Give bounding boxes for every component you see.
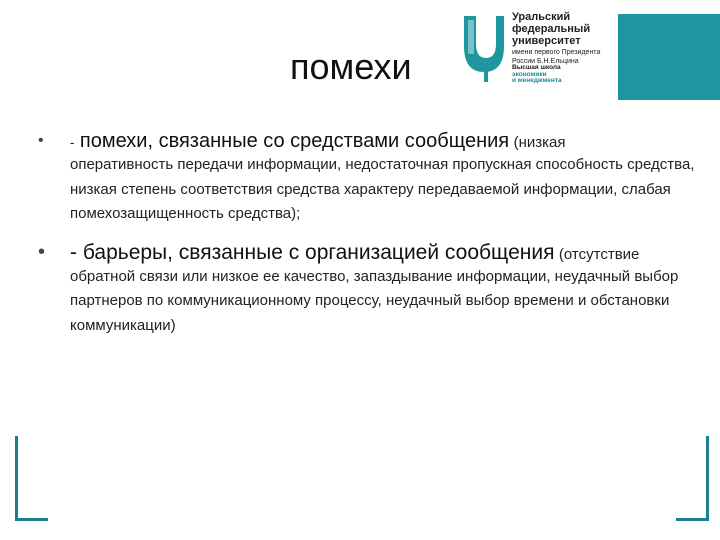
logo-sub-4: экономики — [512, 70, 547, 78]
urfu-logo-icon — [462, 14, 506, 84]
logo-line-2: федеральный — [512, 23, 591, 35]
university-logo — [462, 12, 612, 102]
logo-sub-2: России Б.Н.Ельцина — [512, 58, 579, 65]
bullet-dash: - — [70, 135, 75, 150]
bullet-lead: барьеры, связанные с организацией сообщения — [82, 240, 555, 264]
bullet-continuation: обратной связи или низкое ее качество, запаздывание информации, неудачный выбор партнеров по коммуникационному процессу, неудачный выбор времени и обстановки коммуникации) — [70, 267, 679, 334]
corner-bracket-right — [676, 436, 709, 521]
bullet-rest: (отсутствие — [558, 245, 640, 263]
logo-line-3: университет — [512, 35, 581, 47]
bullet-rest: (низкая — [513, 134, 566, 151]
logo-line-1: Уральский — [512, 11, 571, 23]
bullet-dash: - — [70, 240, 77, 264]
corner-bracket-left — [15, 436, 48, 521]
logo-sub-5: и менеджмента — [512, 77, 562, 84]
bullet-dot-icon: • — [38, 132, 44, 149]
bullet-dot-icon: • — [38, 240, 46, 263]
logo-sub-3: Высшая школа — [512, 64, 561, 71]
bullet-item-2 — [38, 241, 698, 339]
logo-sub-1: имени первого Президента — [512, 49, 601, 56]
bullet-list — [38, 130, 698, 352]
slide-title: помехи — [290, 46, 412, 87]
accent-bar — [618, 14, 720, 100]
bullet-continuation: оперативность передачи информации, недостаточная пропускная способность средства, низкая степень соответствия средства характеру передаваемой информации, слабая помехозащищенность средства); — [70, 156, 695, 222]
bullet-lead: помехи, связанные со средствами сообщения — [79, 130, 510, 152]
bullet-item-1 — [38, 130, 698, 227]
logo-text — [512, 12, 600, 85]
